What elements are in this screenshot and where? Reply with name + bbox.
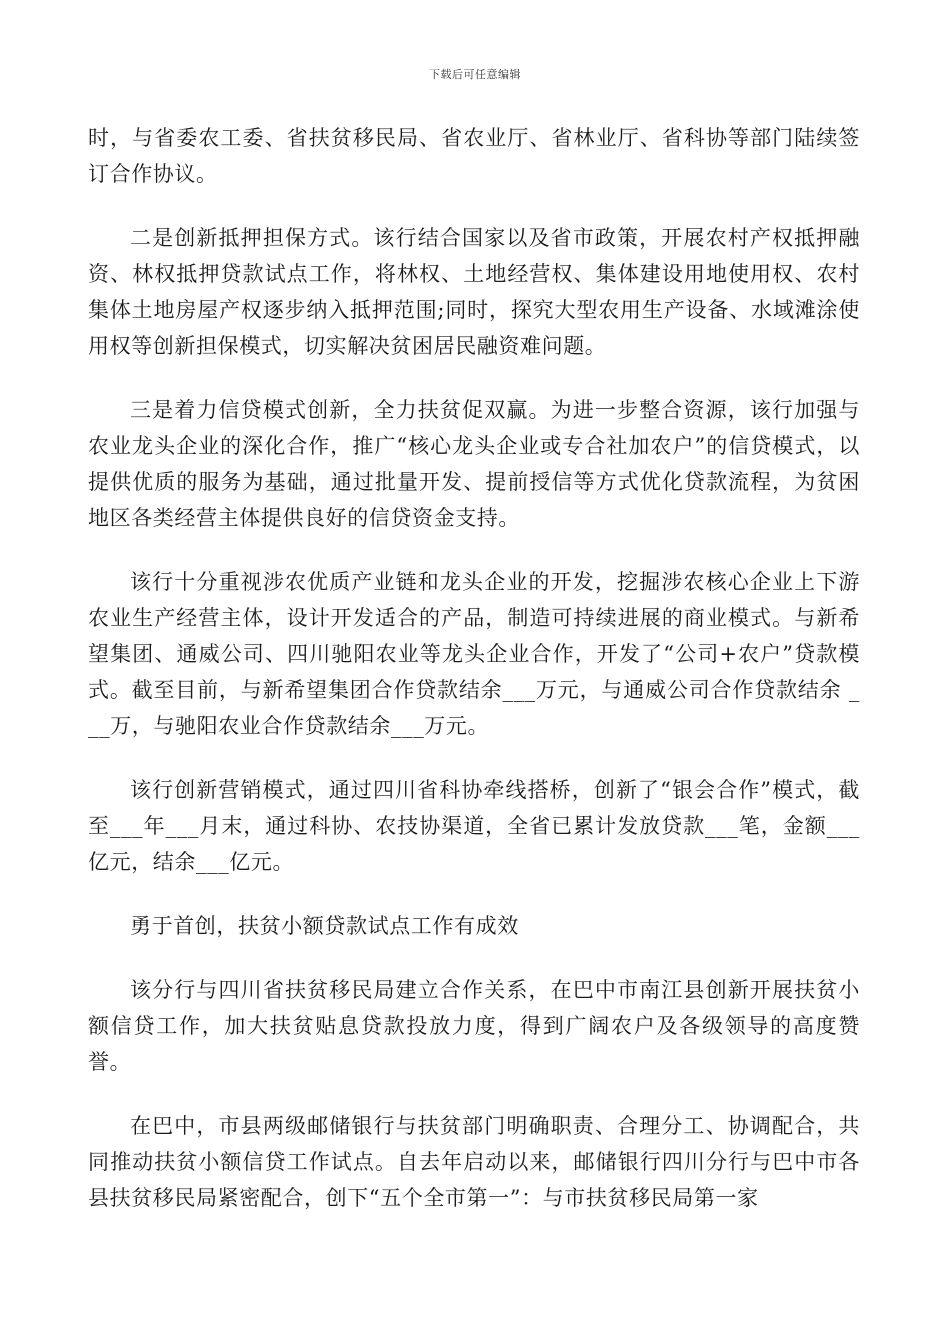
paragraph-poverty-relief: 该分行与四川省扶贫移民局建立合作关系，在巴中市南江县创新开展扶贫小额信贷工作，加大扶贫贴息贷款投放力度，得到广阔农户及各级领导的高度赞誉。: [88, 978, 860, 1074]
paragraph-credit-model: 三是着力信贷模式创新，全力扶贫促双赢。为进一步整合资源，该行加强与农业龙头企业的深化合作，推广“核心龙头企业或专合社加农户”的信贷模式，以提供优质的服务为基础，通过批量开发、提前授信等方式优化贷款流程，为贫困地区各类经营主体提供良好的信贷资金支持。: [88, 398, 860, 530]
paragraph-industry-chain: 该行十分重视涉农优质产业链和龙头企业的开发，挖掘涉农核心企业上下游农业生产经营主体，设计开发适合的产品，制造可持续进展的商业模式。与新希望集团、通威公司、四川驰阳农业等龙头企业合作，开发了“公司+农户”贷款模式。截至目前，与新希望集团合作贷款结余___万元，与通威公司合作贷款结余 ___万，与驰阳农业合作贷款结余___万元。: [88, 570, 860, 738]
paragraph-continued: 时，与省委农工委、省扶贫移民局、省农业厅、省林业厅、省科协等部门陆续签订合作协议。: [88, 126, 860, 186]
paragraph-bazhong: 在巴中，市县两级邮储银行与扶贫部门明确职责、合理分工、协调配合，共同推动扶贫小额信贷工作试点。自去年启动以来，邮储银行四川分行与巴中市各县扶贫移民局紧密配合，创下“五个全市第一”：与市扶贫移民局第一家: [88, 1114, 860, 1210]
paragraph-mortgage-guarantee: 二是创新抵押担保方式。该行结合国家以及省市政策，开展农村产权抵押融资、林权抵押贷款试点工作，将林权、土地经营权、集体建设用地使用权、农村集体土地房屋产权逐步纳入抵押范围;同时，探究大型农用生产设备、水域滩涂使用权等创新担保模式，切实解决贫困居民融资难问题。: [88, 226, 860, 358]
page-header: 下载后可任意编辑: [429, 68, 521, 81]
paragraph-marketing-model: 该行创新营销模式，通过四川省科协牵线搭桥，创新了“银会合作”模式，截至___年___月末，通过科协、农技协渠道，全省已累计发放贷款___笔，金额___亿元，结余___亿元。: [88, 778, 860, 874]
section-heading: 勇于首创，扶贫小额贷款试点工作有成效: [130, 914, 519, 938]
document-body: [88, 120, 860, 1244]
